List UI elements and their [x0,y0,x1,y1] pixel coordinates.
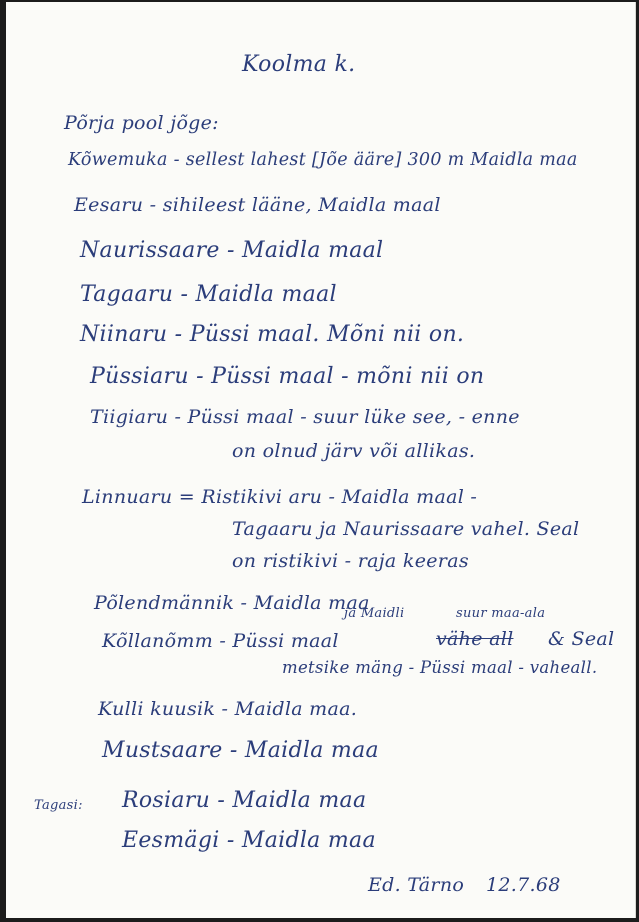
entry-line: Rosiaru - Maidla maa [122,788,367,813]
page-title: Koolma k. [242,52,356,77]
margin-note: suur maa-ala [456,606,546,621]
entry-line: Niinaru - Püssi maal. Mõni nii on. [80,322,465,347]
entry-line: on ristikivi - raja keeras [232,550,469,572]
signature-date: 12.7.68 [486,874,561,896]
document-page [6,2,636,918]
entry-line: Kulli kuusik - Maidla maa. [98,698,358,720]
entry-line: Naurissaare - Maidla maal [80,238,384,263]
inserted-text: & Seal [548,628,615,650]
entry-line: Eesaru - sihileest lääne, Maidla maal [74,194,441,216]
entry-line: Tagaaru ja Naurissaare vahel. Seal [232,518,580,540]
entry-line: on olnud järv või allikas. [232,440,476,462]
entry-line: Põlendmännik - Maidla maa [94,592,370,614]
margin-note: ja Maidli [344,606,405,621]
margin-note: Tagasi: [34,798,83,813]
entry-line: Kõwemuka - sellest lahest [Jõe ääre] 300 m Maidla maa [68,150,578,170]
entry-line: Linnuaru = Ristikivi aru - Maidla maal - [82,486,478,508]
entry-line: Eesmägi - Maidla maa [122,828,376,853]
entry-line: metsike mäng - Püssi maal - vaheall. [282,658,598,677]
signature-name: Ed. Tärno [368,874,465,896]
struck-text: vähe all [436,628,514,650]
entry-line: Tiigiaru - Püssi maal - suur lüke see, - enne [90,406,520,428]
section-heading: Põrja pool jõge: [64,112,219,134]
entry-line: Tagaaru - Maidla maal [80,282,337,307]
entry-line: Mustsaare - Maidla maa [102,738,379,763]
entry-line: Kõllanõmm - Püssi maal [102,630,339,652]
entry-line: Püssiaru - Püssi maal - mõni nii on [90,364,485,389]
